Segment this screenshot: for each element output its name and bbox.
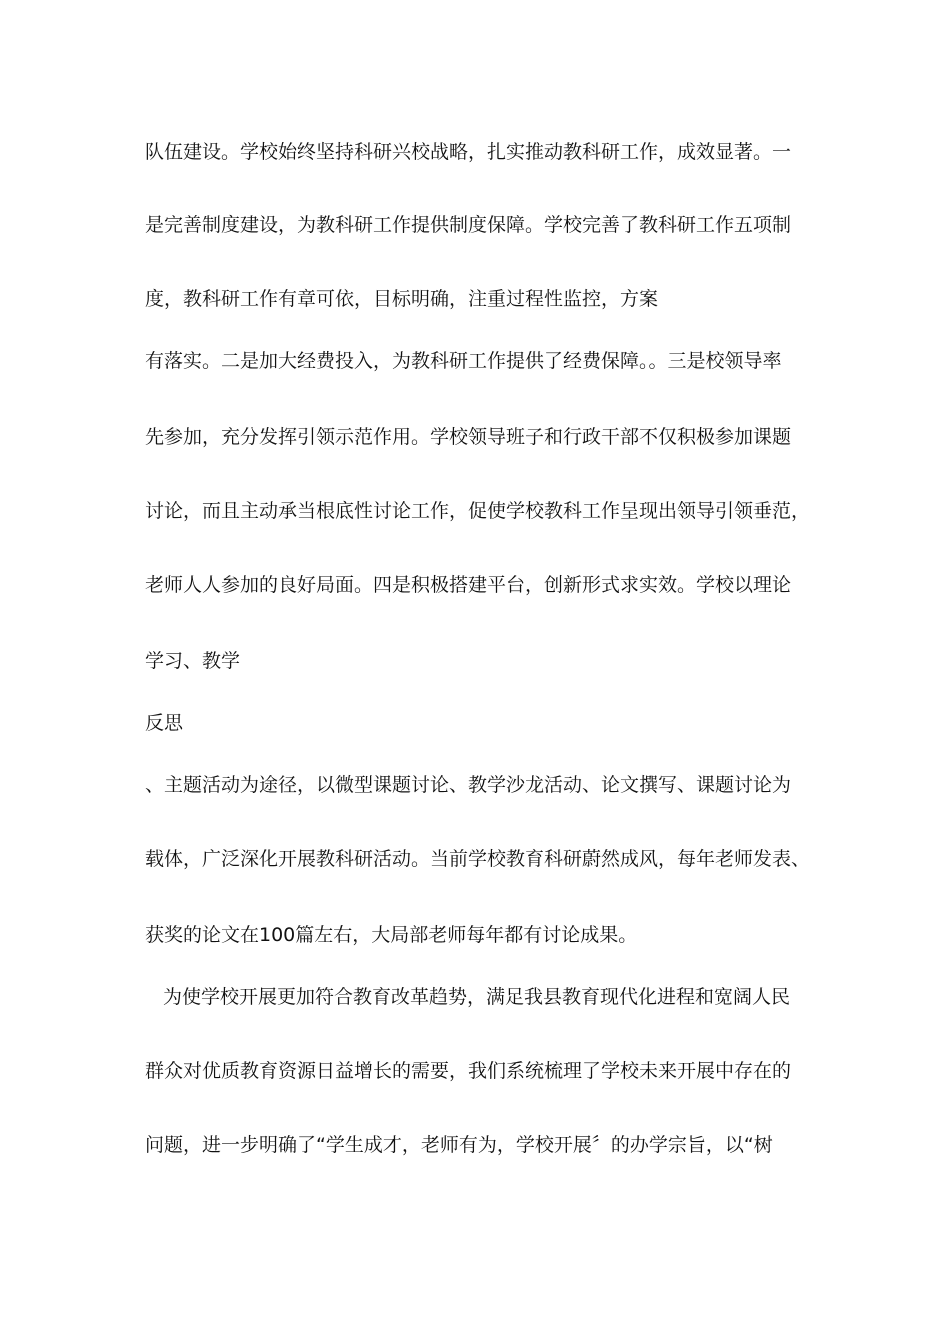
text-line: 获奖的论文在100篇左右，大局部老师每年都有讨论成果。	[145, 924, 638, 946]
text-line: 老师人人参加的良好局面。四是积极搭建平台，创新形式求实效。学校以理论	[145, 574, 792, 596]
text-line: 度，教科研工作有章可依，目标明确，注重过程性监控，方案	[145, 288, 659, 310]
text-line: 反思	[145, 712, 184, 734]
text-line: 队伍建设。学校始终坚持科研兴校战略，扎实推动教科研工作，成效显著。一	[145, 141, 792, 163]
text-line: 先参加，充分发挥引领示范作用。学校领导班子和行政干部不仅积极参加课题	[145, 426, 792, 448]
text-line: 群众对优质教育资源日益增长的需要，我们系统梳理了学校未来开展中存在的	[145, 1060, 792, 1082]
text-line: 讨论，而且主动承当根底性讨论工作，促使学校教科工作呈现出领导引领垂范，	[145, 500, 811, 522]
text-line: 、主题活动为途径，以微型课题讨论、教学沙龙活动、论文撰写、课题讨论为	[145, 774, 792, 796]
text-line: 有落实。二是加大经费投入，为教科研工作提供了经费保障。。三是校领导率	[145, 350, 782, 372]
text-line: 学习、教学	[145, 650, 241, 672]
text-line: 问题，进一步明确了“学生成才，老师有为，学校开展〞的办学宗旨，以“树	[145, 1134, 773, 1156]
text-line: 载体，广泛深化开展教科研活动。当前学校教育科研蔚然成风，每年老师发表、	[145, 848, 811, 870]
paragraph-indented-line: 为使学校开展更加符合教育改革趋势，满足我县教育现代化进程和宽阔人民	[163, 986, 791, 1008]
text-line: 是完善制度建设，为教科研工作提供制度保障。学校完善了教科研工作五项制	[145, 214, 792, 236]
